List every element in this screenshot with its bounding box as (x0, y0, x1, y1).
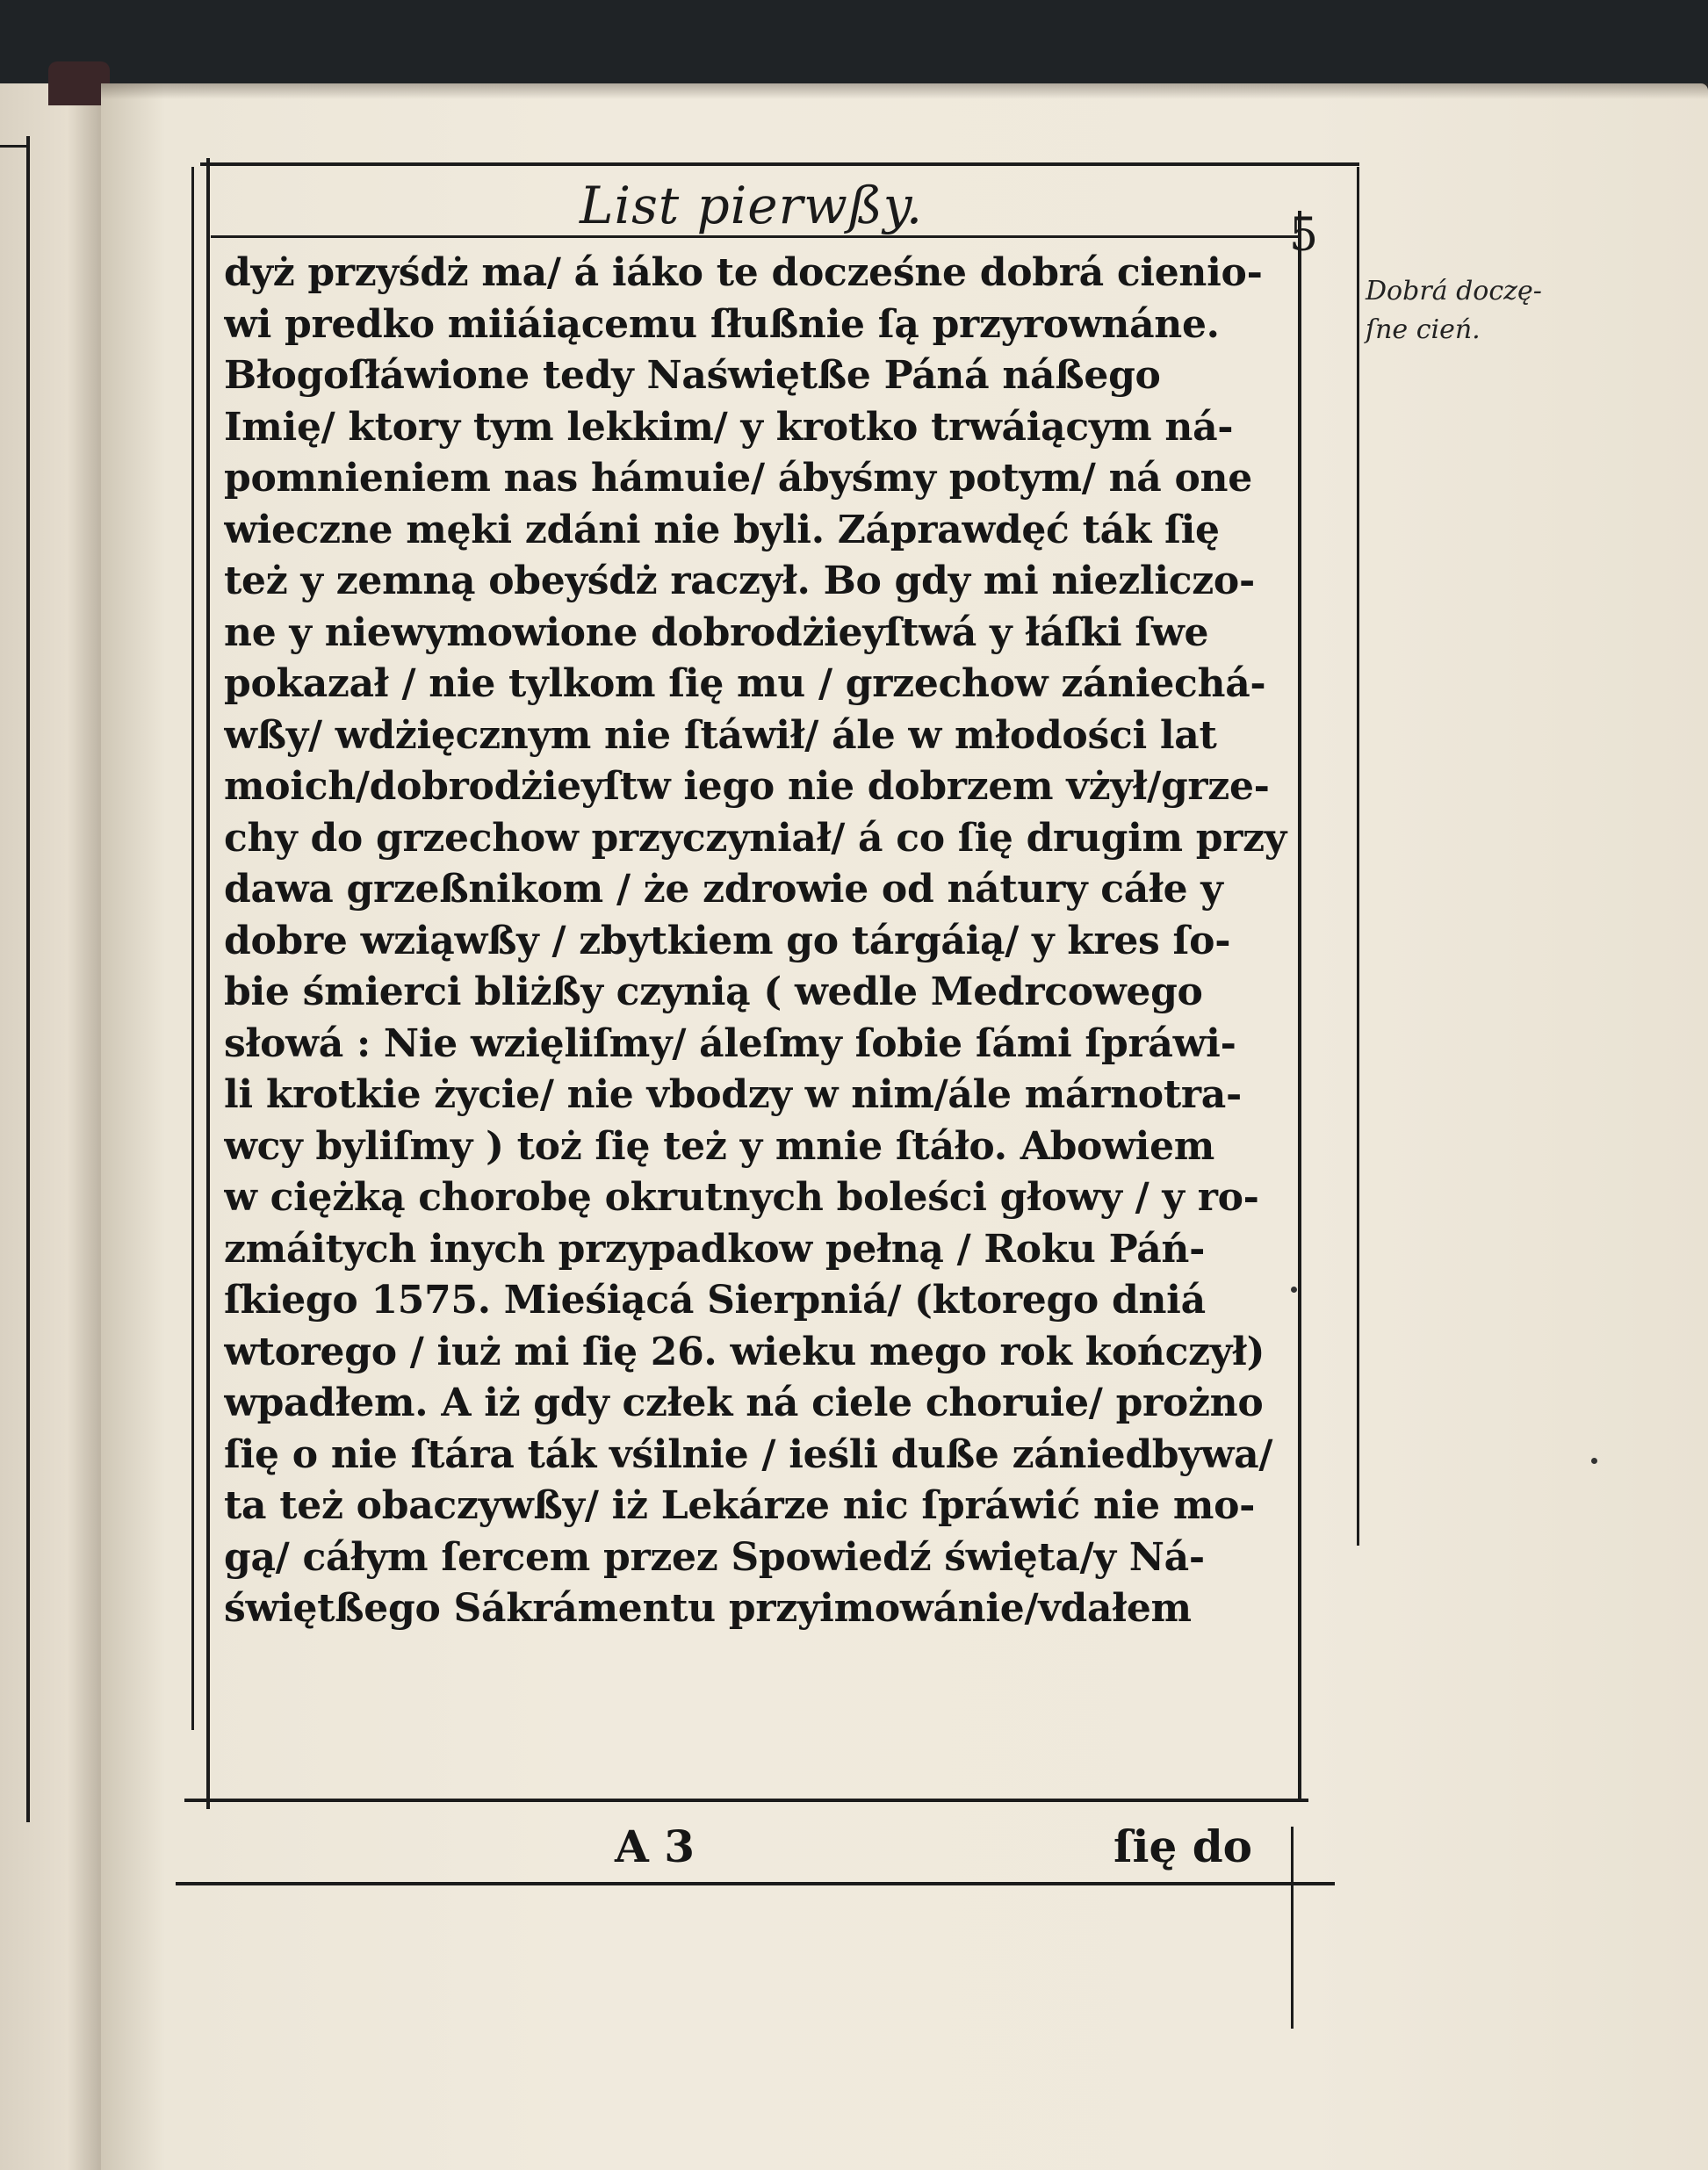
left-frame-rule-outer (191, 167, 194, 1730)
text-line: dyż przyśdż ma/ á iáko te docześne dobrá cienio- (224, 250, 1263, 295)
bottom-text-rule (184, 1799, 1308, 1802)
page-edge-shadow (101, 83, 1708, 99)
paper-speck (1291, 1287, 1297, 1293)
text-line: też y zemną obeyśdż raczył. Bo gdy mi niezliczo- (224, 559, 1255, 603)
text-line: bie śmierci bliżßy czynią ( wedle Medrcowego (224, 970, 1203, 1014)
text-line: ta też obaczywßy/ iż Lekárze nic ſpráwić nie mo- (224, 1483, 1256, 1528)
marginal-frame-rule (1357, 167, 1359, 1546)
page-number: 5 (1289, 209, 1319, 262)
bottom-frame-rule (176, 1882, 1335, 1885)
text-line: wpadłem. A iż gdy człek ná ciele choruie/ prożno (224, 1381, 1264, 1425)
main-text-block (224, 248, 1295, 1789)
catchword: ſię do (1113, 1820, 1253, 1872)
text-line: pokazał / nie tylkom ſię mu / grzechow zániechá- (224, 661, 1266, 706)
text-line: li krotkie życie/ nie vbodzy w nim/ále márnotra- (224, 1072, 1242, 1117)
left-frame-rule (206, 158, 210, 1809)
text-line: gą/ cáłym ſercem przez Spowiedź święta/y Ná- (224, 1534, 1205, 1580)
lower-right-rule (1291, 1827, 1294, 2029)
running-head: List pierwßy. (580, 176, 924, 235)
text-line: Imię/ ktory tym lekkim/ y krotko trwáiącym ná- (224, 404, 1234, 450)
text-line: wßy/ wdżięcznym nie ſtáwił/ ále w młodości lat (224, 712, 1217, 758)
top-frame-rule (200, 162, 1359, 166)
paper-speck (1591, 1458, 1597, 1464)
text-line: w ciężką chorobę okrutnych boleści głowy / y ro- (224, 1175, 1259, 1220)
left-page-rule (26, 136, 30, 1822)
text-line: pomnieniem nas hámuie/ ábyśmy potym/ ná one (224, 456, 1252, 501)
text-line: ſię o nie ſtára ták vśilnie / ieśli duße zániedbywa/ (224, 1431, 1273, 1477)
text-line: wieczne męki zdáni nie byli. Záprawdęć ták ſię (224, 507, 1220, 552)
text-line: chy do grzechow przyczyniał/ á co ſię drugim przy (224, 815, 1287, 861)
text-line: wi predko miiáiącemu ſłußnie ſą przyrownáne. (224, 301, 1220, 347)
signature-mark: A 3 (615, 1820, 695, 1872)
text-line: ſkiego 1575. Mieśiącá Sierpniá/ (ktorego dniá (224, 1278, 1206, 1323)
right-frame-rule (1298, 211, 1301, 1800)
text-line: słowá : Nie wzięliſmy/ áleſmy ſobie ſámi ſpráwi- (224, 1020, 1236, 1066)
text-line: wcy byliſmy ) toż ſię też y mnie ſtáło. Abowiem (224, 1123, 1215, 1169)
text-line: ne y niewymowione dobrodżieyſtwá y łáſki ſwe (224, 609, 1209, 655)
marginal-note (1366, 272, 1567, 350)
text-line: świętßego Sákrámentu przyimowánie/vdałem (224, 1586, 1192, 1631)
marginal-note-line: ſne cień. (1366, 314, 1481, 345)
marginal-note-line: Dobrá doczę- (1366, 276, 1542, 306)
text-line: moich/dobrodżieyſtw iego nie dobrzem vżył/grze- (224, 764, 1270, 809)
text-line: Błogoſłáwione tedy Naświętße Páná náßego (224, 353, 1161, 398)
text-line: zmáitych inych przypadkow pełną / Roku Páń- (224, 1226, 1206, 1272)
text-line: dawa grzeßnikom / że zdrowie od nátury cáłe y (224, 867, 1223, 912)
left-page-rule (0, 145, 26, 148)
text-line: dobre wziąwßy / zbytkiem go tárgáią/ y kres ſo- (224, 918, 1231, 963)
text-line: wtorego / iuż mi ſię 26. wieku mego rok kończył) (224, 1329, 1265, 1374)
